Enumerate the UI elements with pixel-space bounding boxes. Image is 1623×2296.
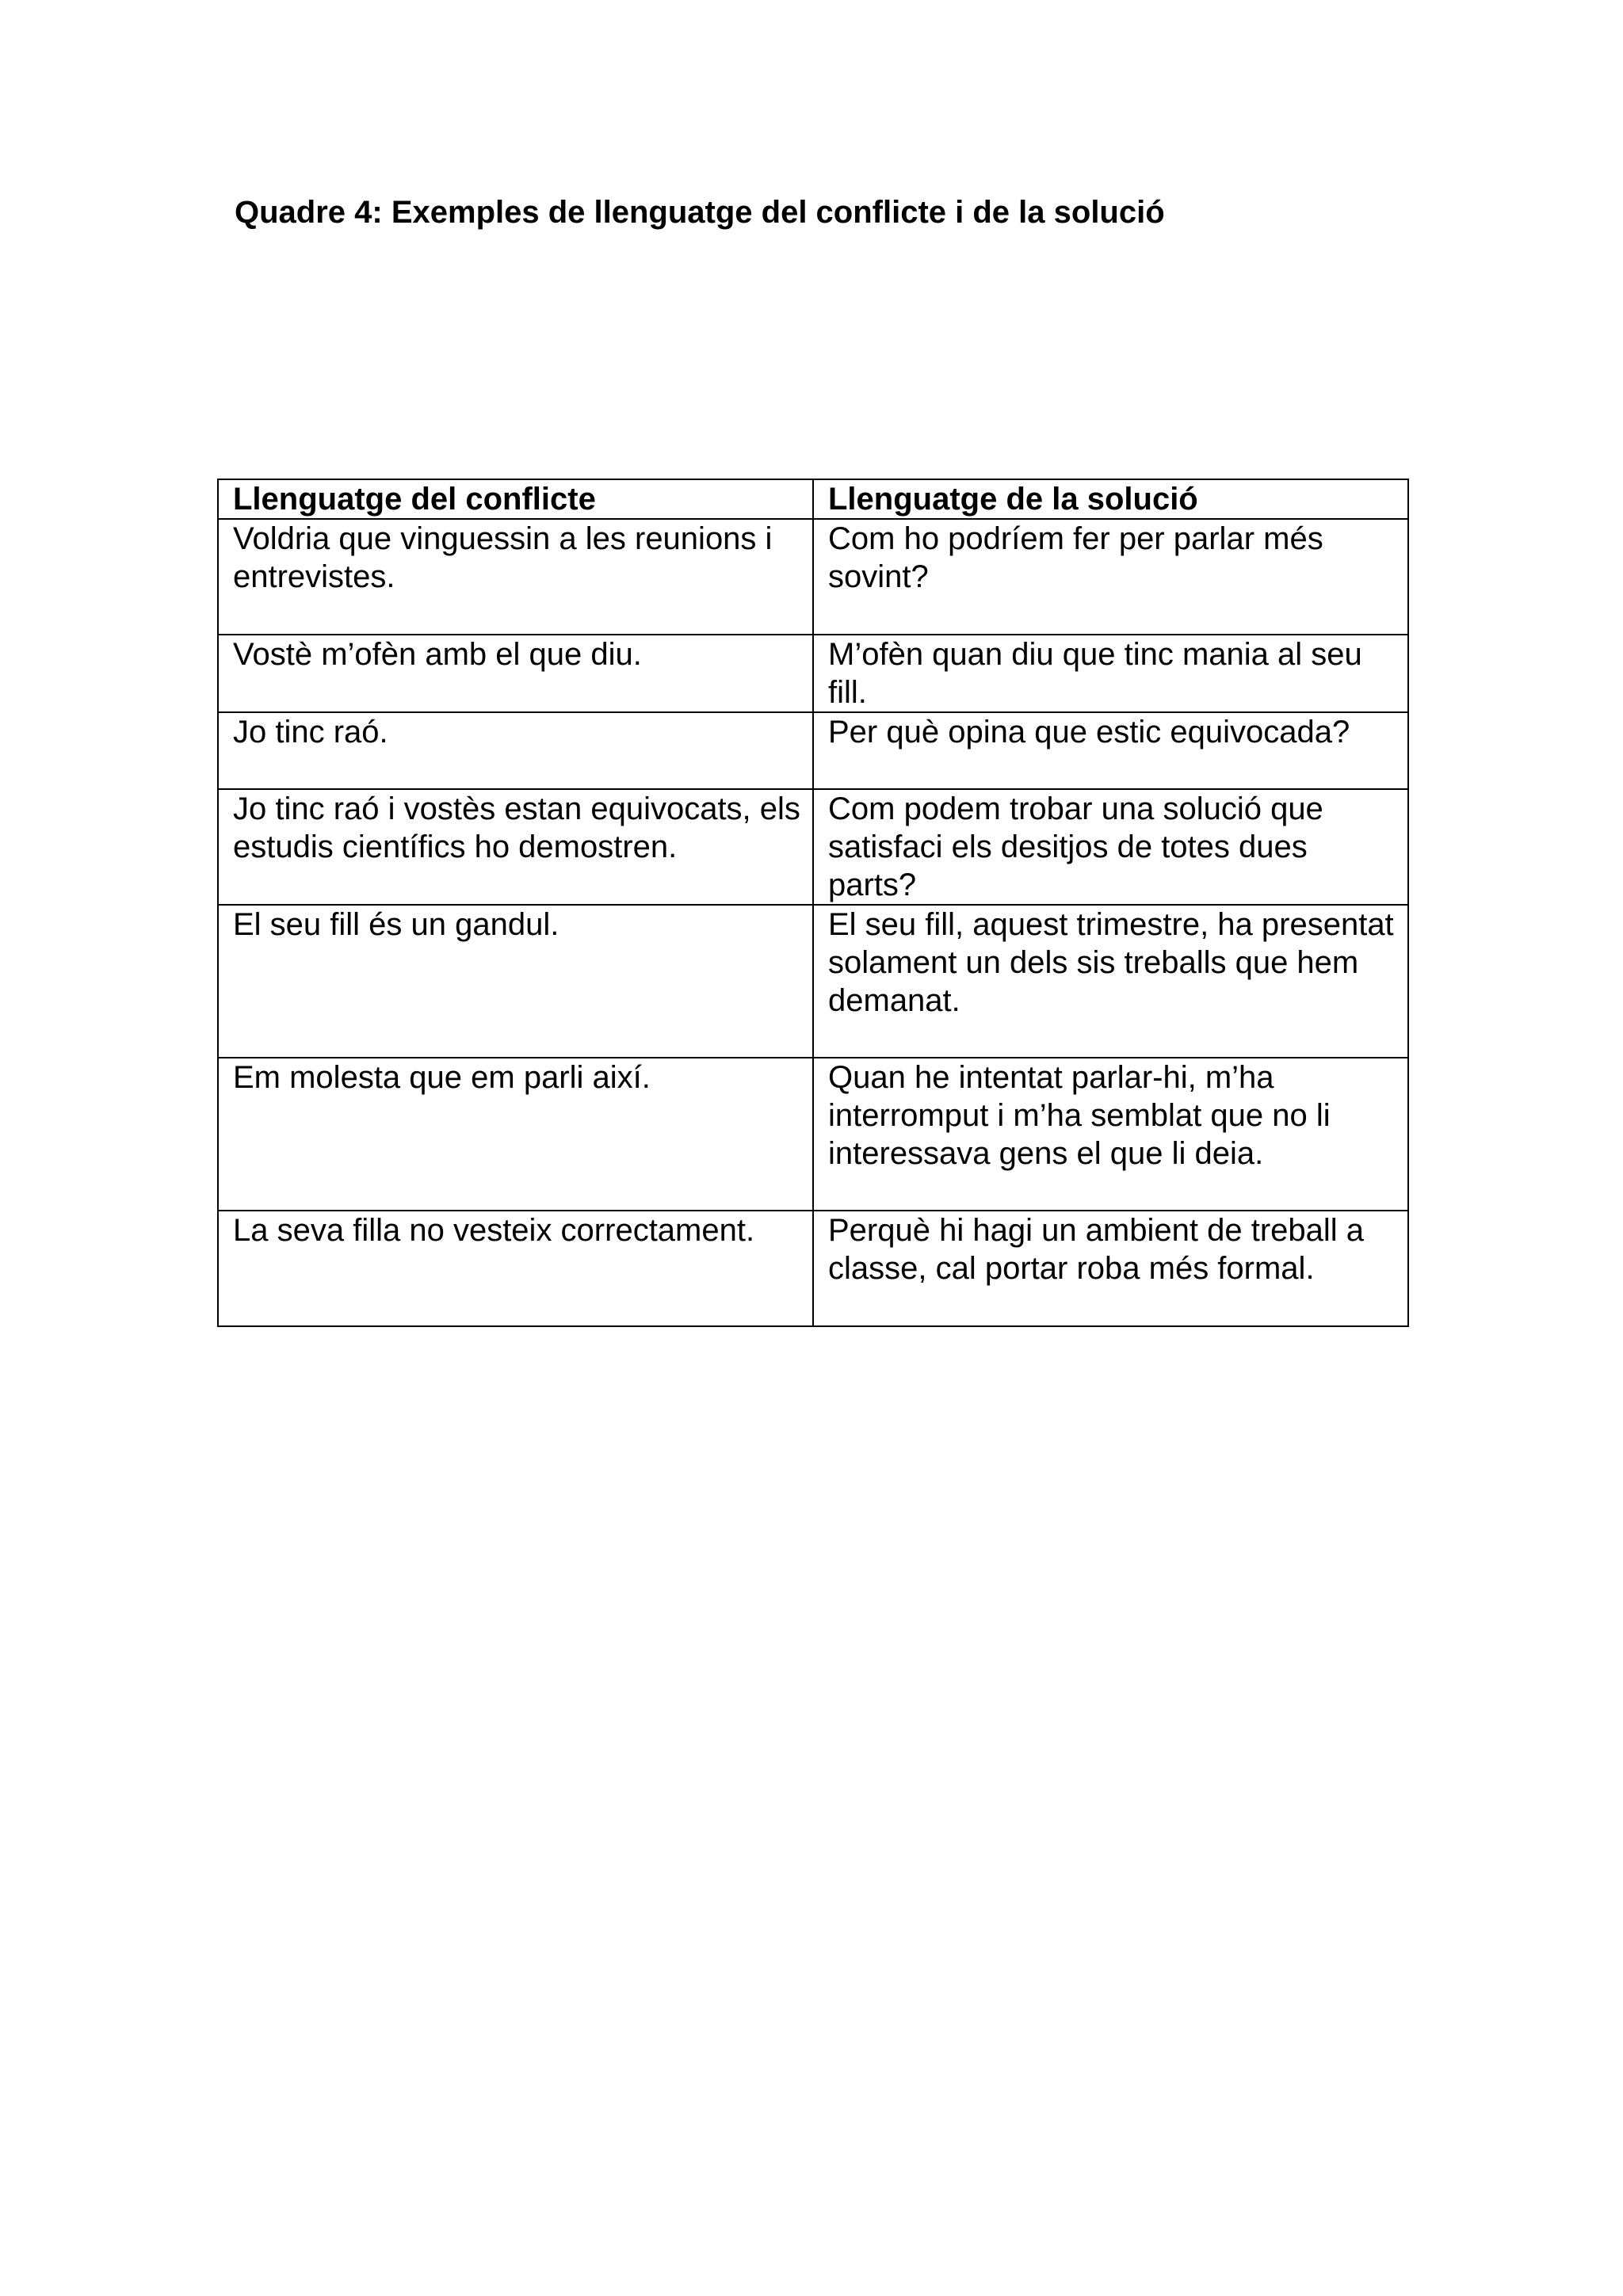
conflict-cell: El seu fill és un gandul. xyxy=(218,905,813,1058)
page-title: Quadre 4: Exemples de llenguatge del conflicte i de la solució xyxy=(235,195,1165,230)
table-row xyxy=(218,635,1408,712)
solution-cell: Quan he intentat parlar-hi, m’ha interromput i m’ha semblat que no li interessava gens el que li deia. xyxy=(813,1058,1408,1211)
table-row xyxy=(218,1211,1408,1326)
solution-cell: Perquè hi hagi un ambient de treball a classe, cal portar roba més formal. xyxy=(813,1211,1408,1326)
table-row xyxy=(218,789,1408,905)
table-row xyxy=(218,905,1408,1058)
conflict-cell: Jo tinc raó i vostès estan equivocats, els estudis científics ho demostren. xyxy=(218,789,813,905)
solution-cell: Com podem trobar una solució que satisfaci els desitjos de totes dues parts? xyxy=(813,789,1408,905)
examples-table xyxy=(217,479,1409,1327)
conflict-cell: Em molesta que em parli així. xyxy=(218,1058,813,1211)
solution-cell: Per què opina que estic equivocada? xyxy=(813,712,1408,789)
conflict-cell: Vostè m’ofèn amb el que diu. xyxy=(218,635,813,712)
solution-cell: Com ho podríem fer per parlar més sovint? xyxy=(813,519,1408,635)
table-header-row xyxy=(218,479,1408,519)
solution-cell: El seu fill, aquest trimestre, ha presentat solament un dels sis treballs que hem demanat. xyxy=(813,905,1408,1058)
column-header-solution: Llenguatge de la solució xyxy=(813,479,1408,519)
solution-cell: M’ofèn quan diu que tinc mania al seu fill. xyxy=(813,635,1408,712)
conflict-cell: Jo tinc raó. xyxy=(218,712,813,789)
conflict-cell: Voldria que vinguessin a les reunions i entrevistes. xyxy=(218,519,813,635)
table-row xyxy=(218,712,1408,789)
column-header-conflict: Llenguatge del conflicte xyxy=(218,479,813,519)
table-row xyxy=(218,1058,1408,1211)
conflict-cell: La seva filla no vesteix correctament. xyxy=(218,1211,813,1326)
table-row xyxy=(218,519,1408,635)
examples-table-container xyxy=(217,479,1407,1327)
